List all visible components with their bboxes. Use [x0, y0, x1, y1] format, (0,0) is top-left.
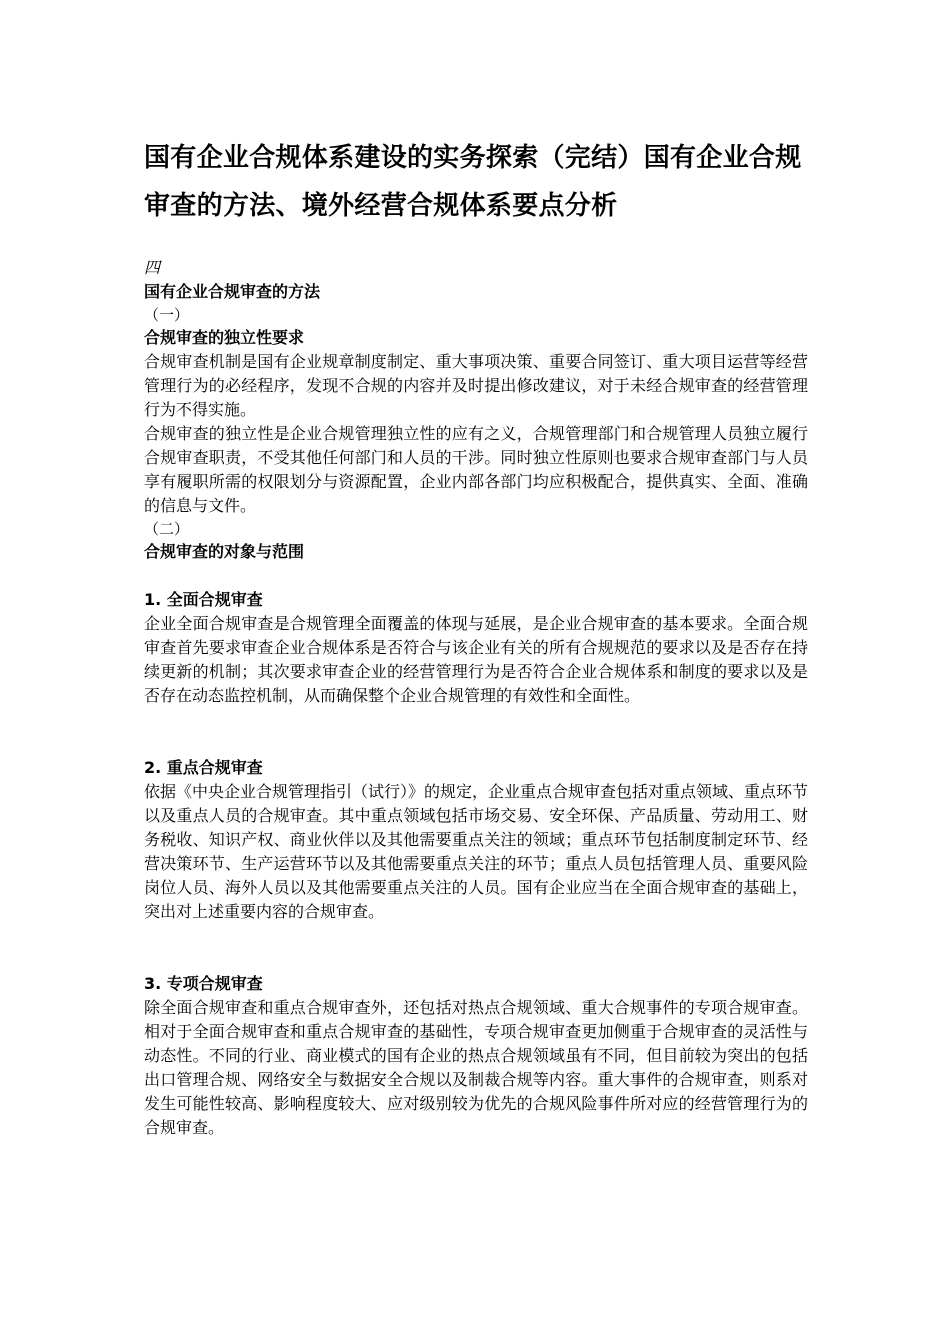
document-page [144, 126, 808, 1140]
part2-number: （二） [144, 520, 190, 538]
spacer [144, 924, 808, 972]
paragraph: 合规审查机制是国有企业规章制度制定、重大事项决策、重要合同签订、重大项目运营等经营管理行为的必经程序，发现不合规的内容并及时提出修改建议，对于未经合规审查的经营管理行为不得实施。 [144, 352, 808, 419]
document-title: 国有企业合规体系建设的实务探索（完结）国有企业合规审查的方法、境外经营合规体系要点分析 [144, 143, 802, 221]
paragraph: 企业全面合规审查是合规管理全面覆盖的体现与延展，是企业合规审查的基本要求。全面合规审查首先要求审查企业合规体系是否符合与该企业有关的所有合规规范的要求以及是否存在持续更新的机制；其次要求审查企业的经营管理行为是否符合企业合规体系和制度的要求以及是否存在动态监控机制，从而确保整个企业合规管理的有效性和全面性。 [144, 614, 808, 705]
spacer [144, 708, 808, 756]
item-heading: 1. 全面合规审查 [144, 590, 263, 609]
section-number: 四 [144, 258, 161, 277]
item-heading: 2. 重点合规审查 [144, 758, 263, 777]
part2-heading: 合规审查的对象与范围 [144, 542, 305, 561]
spacer [144, 564, 808, 588]
part1-number: （一） [144, 306, 190, 324]
part1-heading: 合规审查的独立性要求 [144, 328, 305, 347]
paragraph: 依据《中央企业合规管理指引（试行）》的规定，企业重点合规审查包括对重点领域、重点环节以及重点人员的合规审查。其中重点领域包括市场交易、安全环保、产品质量、劳动用工、财务税收、知识产权、商业伙伴以及其他需要重点关注的领域；重点环节包括制度制定环节、经营决策环节、生产运营环节以及其他需要重点关注的环节；重点人员包括管理人员、重要风险岗位人员、海外人员以及其他需要重点关注的人员。国有企业应当在全面合规审查的基础上，突出对上述重要内容的合规审查。 [144, 782, 809, 921]
paragraph: 除全面合规审查和重点合规审查外，还包括对热点合规领域、重大合规事件的专项合规审查。相对于全面合规审查和重点合规审查的基础性，专项合规审查更加侧重于合规审查的灵活性与动态性。不同的行业、商业模式的国有企业的热点合规领域虽有不同，但目前较为突出的包括出口管理合规、网络安全与数据安全合规以及制裁合规等内容。重大事件的合规审查，则系对发生可能性较高、影响程度较大、应对级别较为优先的合规风险事件所对应的经营管理行为的合规审查。 [144, 998, 808, 1137]
section-heading: 国有企业合规审查的方法 [144, 282, 321, 301]
paragraph: 合规审查的独立性是企业合规管理独立性的应有之义，合规管理部门和合规管理人员独立履行合规审查职责，不受其他任何部门和人员的干涉。同时独立性原则也要求合规审查部门与人员享有履职所需的权限划分与资源配置，企业内部各部门均应积极配合，提供真实、全面、准确的信息与文件。 [144, 424, 808, 515]
item-heading: 3. 专项合规审查 [144, 974, 263, 993]
